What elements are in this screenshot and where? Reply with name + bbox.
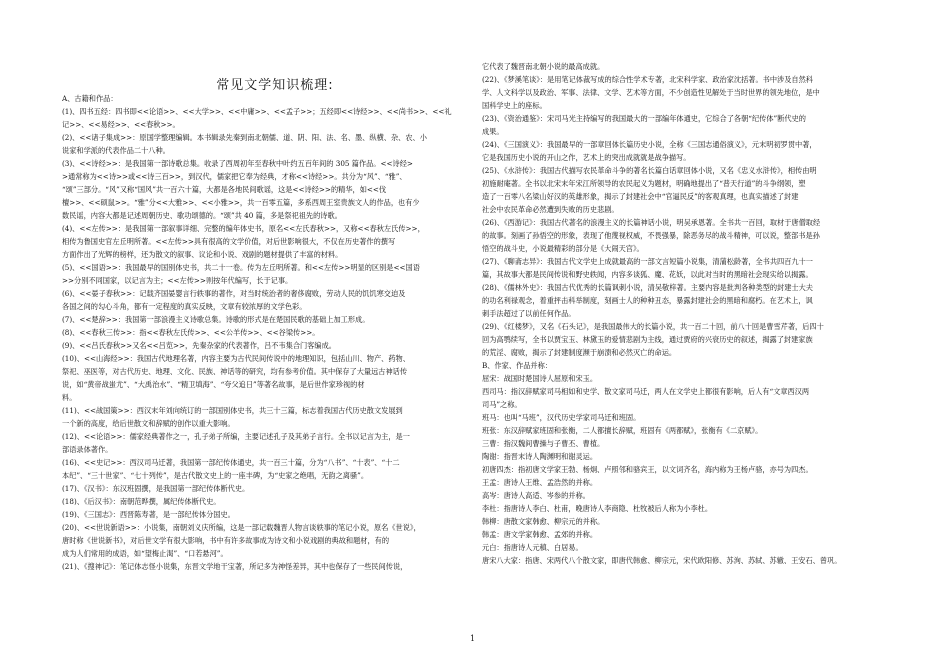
text-line: (23)、《资治通鉴》：宋司马光主持编写的我国最大的一部编年体通史，它综合了各朝“纪传体”断代史的 — [482, 114, 806, 123]
text-line: 班张：东汉辞赋家班固和张衡，二人都擅长辞赋，班固有《两都赋》，张衡有《二京赋》。 — [482, 426, 763, 435]
text-line: (24)、《三国演义》：我国最早的一部章回体长篇历史小说，全称《三国志通俗演义》，元末明初罗贯中著， — [482, 140, 817, 149]
text-line: 元白：指唐诗人元稹、白居易。 — [482, 543, 583, 552]
text-line: 的故事。刻画了孙悟空的形象，表现了他蔑视权威，不畏强暴，除恶务尽的战斗精神，可以说，整部书是孙 — [482, 231, 820, 240]
text-line: (5)、<<国语>>：我国最早的国别体史书，共二十一卷。传为左丘明所著。和<<左传>>明显的区别是<<国语 — [62, 263, 420, 272]
text-line: (2)、<<诸子集成>>：原国学整理编辑。本书辑录先秦到南北朝儒、道、阴、阳、法、名、墨、纵横、杂、农、小 — [62, 133, 427, 142]
text-line: (22)、《梦溪笔谈》：是用笔记体裁写成的综合性学术专著，北宋科学家、政治家沈括著。书中涉及自然科 — [482, 75, 813, 84]
text-line: (1)、四书五经：四书即<<论语>>、<<大学>>、<<中庸>>、<<孟子>>；五经即<<诗经>>、<<尚书>>、<<礼 — [62, 107, 452, 116]
text-line: (26)、《西游记》：我国古代著名的浪漫主义的长篇神话小说，明吴承恩著。全书共一百回，取材于唐僧取经 — [482, 218, 821, 227]
page-number: 1 — [470, 634, 476, 643]
right-column-lines — [482, 60, 880, 567]
text-line: 篇，其故事大都是民间传说和野史轶闻，内容多谈狐、魔、花妖，以此对当时的黑暗社会现实给以揭露。 — [482, 270, 813, 279]
text-line: 数民谣，内容大都是记述周朝历史、歌功颂德的。“颂”共 40 篇，多是祭祀祖先的诗歌。 — [62, 211, 342, 220]
text-line: 部语录体著作。 — [62, 445, 113, 454]
text-line: 成为人们常用的成语，如“望梅止渴”、“口若悬河”。 — [62, 549, 228, 558]
text-line: 各国之间的勾心斗角，都有一定程度的真实反映，文章有较浓厚的文学色彩。 — [62, 302, 307, 311]
text-line: (20)、<<世说新语>>：小说集，南朝刘义庆所编，这是一部记载魏晋人物言谈轶事的笔记小说，原名《世说》， — [62, 523, 421, 532]
text-line: 唐宋八大家：指唐、宋两代八个散文家，即唐代韩愈、柳宗元，宋代欧阳修、苏洵、苏轼、苏辙、王安石、曾巩。 — [482, 556, 842, 565]
text-line: 初施耐庵著。全书以北宋末年宋江所领导的农民起义为题材，明确地提出了“普天行道”的斗争纲领，塑 — [482, 179, 806, 188]
text-line: (4)、<<左传>>：是我国第一部叙事详细、完整的编年体史书，原名<<左氏春秋>>，又称<<春秋左氏传>>， — [62, 224, 425, 233]
text-line: 西司马：指汉辞赋家司马相如和史学、散文家司马迁，两人在文学史上都很有影响，后人有“文章西汉两 — [482, 387, 810, 396]
text-line: 刺手法超过了以前任何作品。 — [482, 309, 576, 318]
text-line: 本纪”、“三十世家”、“七十列传”，是古代散文史上的一座丰碑，为“史家之绝唱，无韵之离骚”。 — [62, 471, 369, 480]
text-line: 造了一百零八名梁山好汉的英雄形象，揭示了封建社会中“官逼民反”的客观真理，也真实描述了封建 — [482, 192, 799, 201]
text-line: 悟空的战斗史，小说最精彩的部分是《大闹天宫》。 — [482, 244, 644, 253]
text-line: (16)、<<史记>>：西汉司马迁著，我国第一部纪传体通史，共一百三十篇，分为“八书”、“十表”、“十二 — [62, 458, 400, 467]
text-line: (8)、<<春秋三传>>：指<<春秋左氏传>>、<<公羊传>>、<<谷梁传>>。 — [62, 328, 320, 337]
text-line: (27)、《聊斋志异》：我国古代文学史上成就最高的一部文言短篇小说集，清蒲松龄著，全书共四百九十一 — [482, 257, 813, 266]
text-line: (29)、《红楼梦》，又名《石头记》，是我国最伟大的长篇小说，共一百二十回，前八十回是曹雪芹著，后四十 — [482, 322, 824, 331]
text-line: (19)、《三国志》：西晋陈寿著，是一部纪传体分国史。 — [62, 510, 235, 519]
text-line: 方面作出了光辉的榜样，还为散文的叙事、议论和小说、戏剧的题材提供了丰富的材料。 — [62, 250, 343, 259]
text-line: (25)、《水浒传》：我国古代描写农民革命斗争的著名长篇白话章回体小说，又名《忠义水浒传》，相传由明 — [482, 166, 817, 175]
text-line: 陶谢：指晋末诗人陶渊明和谢灵运。 — [482, 452, 598, 461]
text-line: (17)、《汉书》：东汉班固撰，是我国第一部纪传体断代史。 — [62, 484, 250, 493]
text-line: 记>>、<<易经>>、<<春秋>>。 — [62, 120, 180, 129]
text-line: 说家和学派的代表作品二十八种。 — [62, 146, 170, 155]
text-line: 学、人文科学以及政治、军事、法律、文学、艺术等方面，不少创造性见解处于当时世界的领先地位，是中 — [482, 88, 820, 97]
text-line: B、作家、作品并称： — [482, 361, 552, 370]
text-line: 初唐四杰：指初唐文学家王勃、杨炯、卢照邻和骆宾王，以文词齐名，海内称为王杨卢骆，亦号为四杰。 — [482, 465, 813, 474]
text-line: (7)、<<楚辞>>：我国第一部浪漫主义诗歌总集。诗歌的形式是在楚国民歌的基础上加工形成。 — [62, 315, 370, 324]
document-title: 常见文学知识梳理: — [216, 78, 334, 93]
text-line: 的荒淫、腐败，揭示了封建制度濒于崩溃和必然灭亡的命运。 — [482, 348, 677, 357]
text-line: “颂”三部分。“风”又称“国风”共一百六十篇，大都是各地民间歌谣，这是<<诗经>>的精华，如<<伐 — [62, 185, 387, 194]
text-line: 社会中农民革命必然遭到失败的历史悲剧。 — [482, 205, 619, 214]
text-line: (18)、《后汉书》：南朝范晔撰，属纪传体断代史。 — [62, 497, 221, 506]
text-line: 李杜：指唐诗人李白、杜甫，晚唐诗人李商隐、杜牧被后人称为小李杜。 — [482, 504, 713, 513]
left-column-lines — [62, 92, 460, 573]
text-line: 唐时称《世说新书》，对后世文学有很大影响，书中有许多故事成为诗文和小说戏剧的典故和题材，有的 — [62, 536, 390, 545]
text-line: >>分别不同国家，以记言为主；<<左传>>则按年代编写，长于记事。 — [62, 276, 293, 285]
text-line: 成果。 — [482, 127, 504, 136]
text-line: >通常称为<<诗>>或<<诗三百>>，到汉代，儒家把它奉为经典，才称<<诗经>>。共分为“风”、“雅”、 — [62, 172, 407, 181]
text-line: (11)、<<战国策>>：西汉末年刘向统订的一部国别体史书，共三十三篇，标志着我国古代历史散文发展到 — [62, 406, 403, 415]
text-line: 檀>>、<<硕鼠>>。“雅”分<<大雅>>、<<小雅>>，共一百零五篇，多系西周王室贵族文人的作品，也有少 — [62, 198, 420, 207]
text-line: 高岑：唐诗人高适、岑参的并称。 — [482, 491, 590, 500]
text-line: 相传为鲁国史官左丘明所著。<<左传>>具有很高的文学价值，对后世影响很大，不仅在历史著作的撰写 — [62, 237, 396, 246]
text-line: (12)、<<论语>>：儒家经典著作之一，孔子弟子所编，主要记述孔子及其弟子言行。全书以记言为主，是一 — [62, 432, 410, 441]
text-line: 班马：也叫“马班”，汉代历史学家司马迁和班固。 — [482, 413, 641, 422]
text-line: 说，如“黄帝战蚩尤”、“大禹治水”、“精卫填海”、“夸父追日”等著名故事，是后世作家珍视的材 — [62, 380, 365, 389]
text-line: 一个新的高度，给后世散文和辞赋的创作以重大影响。 — [62, 419, 235, 428]
text-line: (9)、<<吕氏春秋>>又名<<吕览>>，先秦杂家的代表著作，吕不韦集合门客编成。 — [62, 341, 336, 350]
text-line: 回为高鹗续写，全书以贾宝玉、林黛玉的爱情悲剧为主线，通过贾府的兴衰历史的叙述，揭露了封建家族 — [482, 335, 813, 344]
text-line: 国科学史上的座标。 — [482, 101, 547, 110]
right-column — [482, 60, 880, 567]
text-line: 王孟：唐诗人王维、孟浩然的并称。 — [482, 478, 598, 487]
text-line: (28)、《儒林外史》：我国古代优秀的长篇讽刺小说，清吴敬梓著。主要内容是批判各种类型的封建士大夫 — [482, 283, 813, 292]
text-line: (10)、<<山海经>>：我国古代地理名著，内容主要为古代民间传说中的地理知识，包括山川、物产、药物、 — [62, 354, 410, 363]
text-line: 它代表了魏晋南北朝小说的最高成就。 — [482, 62, 605, 71]
text-line: (6)、<<晏子春秋>>：记载齐国晏婴言行轶事的著作，对当时统治者的奢侈腐败，劳动人民的饥饥寒交迫及 — [62, 289, 406, 298]
text-line: 祭祀、巫医等，对古代历史、地理、文化、民族、神话等的研究，均有参考价值。其中保存了大量远古神话传 — [62, 367, 408, 376]
text-line: 它是我国历史小说的开山之作，艺术上的突出成就就是战争描写。 — [482, 153, 691, 162]
text-line: (21)、《搜神记》：笔记体志怪小说集，东晋文学地干宝著，所记多为神怪差异，其中也保存了一些民间传说， — [62, 562, 408, 571]
text-line: 韩柳：唐散文家韩愈、柳宗元的并称。 — [482, 517, 605, 526]
text-line: 的功名利禄观念，着重抨击科举制度，刻画士人的种种丑态，暴露封建社会的黑暗和腐朽。在艺术上，讽 — [482, 296, 813, 305]
text-line: 屈宋：战国时楚国诗人屈原和宋玉。 — [482, 374, 598, 383]
text-line: A、古籍和作品： — [62, 94, 118, 103]
text-line: 料。 — [62, 393, 77, 402]
text-line: 司马”之称。 — [482, 400, 522, 409]
text-line: 三曹：指汉魏间曹操与子曹丕、曹植。 — [482, 439, 605, 448]
text-line: 韩孟：唐文学家韩愈、孟郊的并称。 — [482, 530, 598, 539]
text-line: (3)、<<诗经>>：是我国第一部诗歌总集。收录了西周初年至春秋中叶约五百年间的 305 篇作品。<<诗经> — [62, 159, 413, 168]
